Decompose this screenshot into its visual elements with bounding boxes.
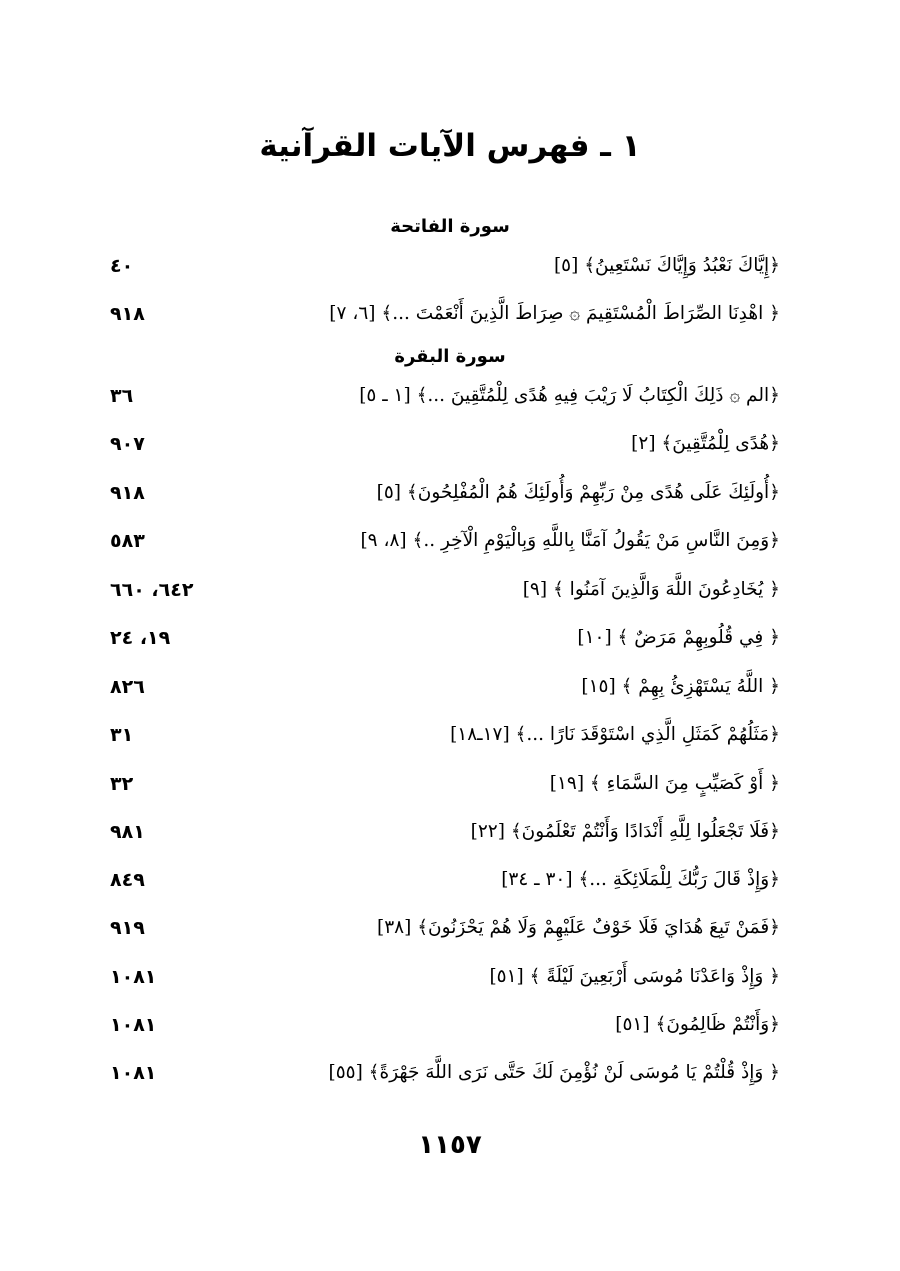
- verse-text: ﴿إِيَّاكَ نَعْبُدُ وَإِيَّاكَ نَسْتَعِينُ﴾ [٥]: [553, 255, 780, 276]
- verse-row: [110, 530, 780, 564]
- verse-text: ﴿ اللَّهُ يَسْتَهْزِئُ بِهِمْ ﴾ [١٥]: [581, 676, 780, 697]
- verse-text: ﴿ يُخَادِعُونَ اللَّهَ وَالَّذِينَ آمَنُوا ﴾ [٩]: [522, 579, 780, 600]
- page-reference: ٩١٨: [110, 482, 145, 504]
- page-reference: ٨٤٩: [110, 869, 145, 891]
- page-reference: ٨٢٦: [110, 676, 145, 698]
- verse-row: [110, 917, 780, 951]
- verse-text: ﴿وَأَنْتُمْ ظَالِمُونَ﴾ [٥١]: [615, 1014, 780, 1035]
- verse-row: [110, 1062, 780, 1096]
- surah-heading: سورة البقرة: [394, 346, 506, 367]
- page-reference: ١٩، ٢٤: [110, 627, 171, 649]
- page-reference: ٤٠: [110, 255, 134, 277]
- verse-row: [110, 433, 780, 467]
- verse-text: ﴿هُدًى لِلْمُتَّقِينَ﴾ [٢]: [631, 433, 780, 454]
- verse-row: [110, 821, 780, 855]
- page-reference: ١٠٨١: [110, 966, 157, 988]
- page-reference: ١٠٨١: [110, 1062, 157, 1084]
- verse-text: ﴿فَلَا تَجْعَلُوا لِلَّهِ أَنْدَادًا وَأَنْتُمْ تَعْلَمُونَ﴾ [٢٢]: [470, 821, 780, 842]
- verse-row: [110, 1014, 780, 1048]
- verse-row: [110, 724, 780, 758]
- verse-text: ﴿أُولَئِكَ عَلَى هُدًى مِنْ رَبِّهِمْ وَأُولَئِكَ هُمُ الْمُفْلِحُونَ﴾ [٥]: [376, 482, 780, 503]
- verse-row: [110, 676, 780, 710]
- verse-row: [110, 482, 780, 516]
- verse-row: [110, 869, 780, 903]
- verse-text: ﴿ اهْدِنَا الصِّرَاطَ الْمُسْتَقِيمَ ۞ صِرَاطَ الَّذِينَ أَنْعَمْتَ ...﴾ [٦، ٧]: [329, 303, 780, 324]
- verse-row: [110, 255, 780, 289]
- verse-row: [110, 773, 780, 807]
- page-reference: ٩١٨: [110, 303, 145, 325]
- verse-text: ﴿فَمَنْ تَبِعَ هُدَايَ فَلَا خَوْفٌ عَلَيْهِمْ وَلَا هُمْ يَحْزَنُونَ﴾ [٣٨]: [377, 917, 780, 938]
- page-reference: ٦٤٢، ٦٦٠: [110, 579, 194, 601]
- verse-text: ﴿ وَإِذْ قُلْتُمْ يَا مُوسَى لَنْ نُؤْمِنَ لَكَ حَتَّى نَرَى اللَّهَ جَهْرَةً﴾ [٥٥]: [328, 1062, 780, 1083]
- page-reference: ٣١: [110, 724, 134, 746]
- page-reference: ١٠٨١: [110, 1014, 157, 1036]
- page-reference: ٣٦: [110, 385, 134, 407]
- page-reference: ٩٠٧: [110, 433, 145, 455]
- page-reference: ٩١٩: [110, 917, 145, 939]
- verse-row: [110, 627, 780, 661]
- verse-text: ﴿وَمِنَ النَّاسِ مَنْ يَقُولُ آمَنَّا بِاللَّهِ وَبِالْيَوْمِ الْآخِرِ ..﴾ [٨، ٩]: [360, 530, 780, 551]
- verse-text: ﴿ أَوْ كَصَيِّبٍ مِنَ السَّمَاءِ ﴾ [١٩]: [549, 773, 780, 794]
- page-title: ١ ـ فهرس الآيات القرآنية: [259, 128, 641, 164]
- verse-text: ﴿ فِي قُلُوبِهِمْ مَرَضٌ ﴾ [١٠]: [577, 627, 780, 648]
- verse-text: ﴿مَثَلُهُمْ كَمَثَلِ الَّذِي اسْتَوْقَدَ نَارًا ...﴾ [١٧ـ١٨]: [450, 724, 780, 745]
- verse-text: ﴿ وَإِذْ وَاعَدْنَا مُوسَى أَرْبَعِينَ لَيْلَةً ﴾ [٥١]: [489, 966, 780, 987]
- verse-row: [110, 966, 780, 1000]
- verse-text: ﴿وَإِذْ قَالَ رَبُّكَ لِلْمَلَائِكَةِ ...﴾ [٣٠ ـ ٣٤]: [501, 869, 780, 890]
- surah-heading: سورة الفاتحة: [390, 216, 510, 237]
- verse-text: ﴿الم ۞ ذَلِكَ الْكِتَابُ لَا رَيْبَ فِيهِ هُدًى لِلْمُتَّقِينَ ...﴾ [١ ـ ٥]: [359, 385, 780, 406]
- page-reference: ٩٨١: [110, 821, 145, 843]
- page-reference: ٣٢: [110, 773, 134, 795]
- verse-row: [110, 385, 780, 419]
- verse-row: [110, 303, 780, 337]
- verse-row: [110, 579, 780, 613]
- page-reference: ٥٨٣: [110, 530, 145, 552]
- page-number: ١١٥٧: [418, 1130, 482, 1160]
